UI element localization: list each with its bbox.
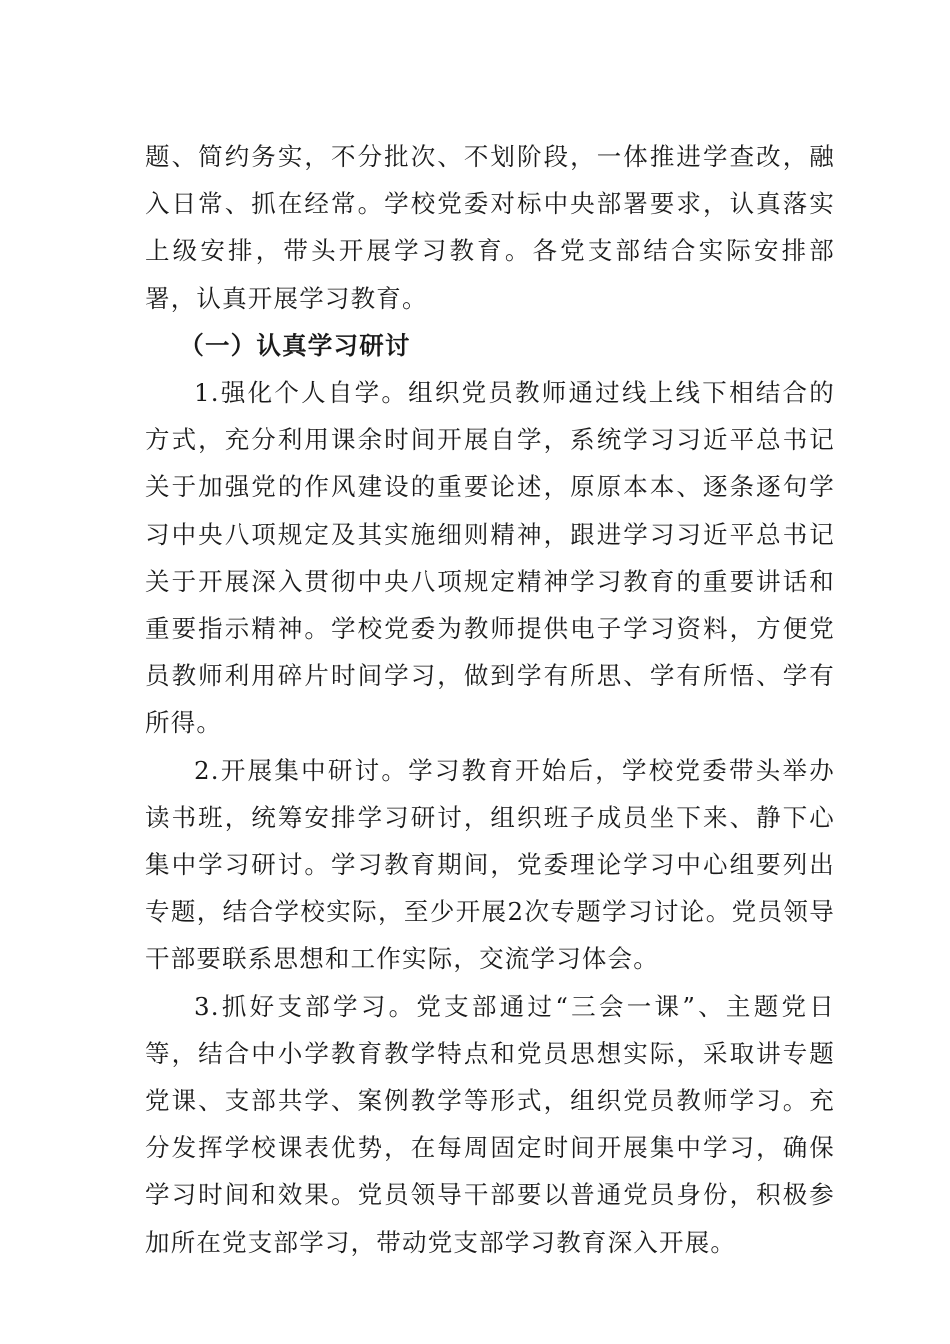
paragraph-continuation: 题、简约务实，不分批次、不划阶段，一体推进学查改，融入日常、抓在经常。学校党委对标中央部署要求，认真落实上级安排，带头开展学习教育。各党支部结合实际安排部署，认真开展学习教育。 [145, 142, 835, 313]
document-page [145, 133, 835, 1266]
paragraph-item-3: 3.抓好支部学习。党支部通过“三会一课”、主题党日等，结合中小学教育教学特点和党员思想实际，采取讲专题党课、支部共学、案例教学等形式，组织党员教师学习。充分发挥学校课表优势，在每周固定时间开展集中学习，确保学习时间和效果。党员领导干部要以普通党员身份，积极参加所在党支部学习，带动党支部学习教育深入开展。 [145, 991, 835, 1257]
paragraph-item-2: 2.开展集中研讨。学习教育开始后，学校党委带头举办读书班，统筹安排学习研讨，组织班子成员坐下来、静下心集中学习研讨。学习教育期间，党委理论学习中心组要列出专题，结合学校实际，至少开展2次专题学习讨论。党员领导干部要联系思想和工作实际，交流学习体会。 [145, 755, 835, 974]
paragraph-item-1: 1.强化个人自学。组织党员教师通过线上线下相结合的方式，充分利用课余时间开展自学，系统学习习近平总书记关于加强党的作风建设的重要论述，原原本本、逐条逐句学习中央八项规定及其实施细则精神，跟进学习习近平总书记关于开展深入贯彻中央八项规定精神学习教育的重要讲话和重要指示精神。学校党委为教师提供电子学习资料，方便党员教师利用碎片时间学习，做到学有所思、学有所悟、学有所得。 [145, 378, 835, 738]
section-heading: （一）认真学习研讨 [179, 330, 411, 360]
